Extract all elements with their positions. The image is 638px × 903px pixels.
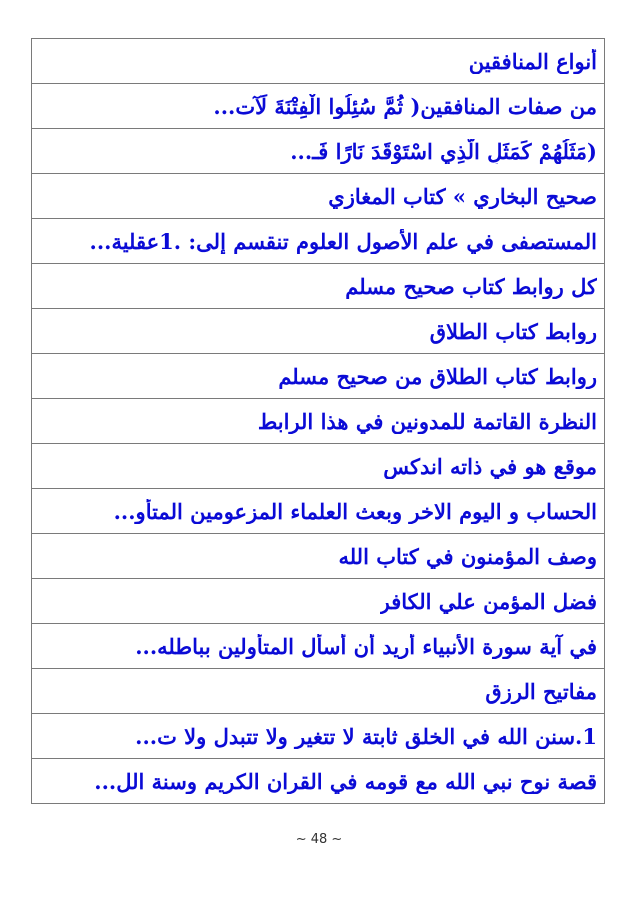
link-item[interactable]: موقع هو في ذاته اندكس [383, 453, 597, 479]
table-row [32, 399, 604, 444]
table-row [32, 264, 604, 309]
table-row [32, 309, 604, 354]
link-item[interactable]: المستصفى في علم الأصول العلوم تنقسم إلى: .1عقلية... [89, 228, 597, 254]
table-row [32, 219, 604, 264]
table-row [32, 84, 604, 129]
link-item[interactable]: النظرة القاتمة للمدونين في هذا الرابط [257, 408, 597, 434]
link-item[interactable]: روابط كتاب الطلاق [429, 318, 597, 344]
link-item[interactable]: (مَثَلُهُمْ كَمَثَلِ الَّذِي اسْتَوْقَدَ نَارًا فَـ... [290, 138, 597, 164]
table-row [32, 669, 604, 714]
table-row [32, 489, 604, 534]
link-item[interactable]: فضل المؤمن علي الكافر [379, 588, 597, 614]
table-row [32, 354, 604, 399]
table-row [32, 714, 604, 759]
link-item[interactable]: الحساب و اليوم الاخر وبعث العلماء المزعومين المتأو... [113, 498, 597, 524]
link-item[interactable]: صحيح البخاري » كتاب المغازي [328, 183, 597, 209]
table-row [32, 579, 604, 624]
table-row [32, 624, 604, 669]
link-item[interactable]: من صفات المنافقين( ثُمَّ سُئِلُوا الْفِتْنَةَ لَآت... [213, 93, 597, 119]
link-item[interactable]: مفاتيح الرزق [485, 678, 597, 704]
link-item[interactable]: 1.سنن الله في الخلق ثابتة لا تتغير ولا تتبدل ولا ت... [135, 723, 597, 749]
table-row [32, 39, 604, 84]
link-item[interactable]: قصة نوح نبي الله مع قومه في القران الكريم وسنة الل... [94, 768, 597, 794]
link-item[interactable]: كل روابط كتاب صحيح مسلم [345, 273, 597, 299]
links-table [31, 38, 605, 804]
link-item[interactable]: روابط كتاب الطلاق من صحيح مسلم [278, 363, 597, 389]
link-item[interactable]: في آية سورة الأنبياء أريد أن أسأل المتأولين بباطله... [135, 633, 597, 659]
link-item[interactable]: أنواع المنافقين [468, 48, 597, 74]
table-row [32, 174, 604, 219]
table-row [32, 129, 604, 174]
table-row [32, 534, 604, 579]
table-row [32, 444, 604, 489]
link-item[interactable]: وصف المؤمنون في كتاب الله [338, 543, 597, 569]
table-row [32, 759, 604, 804]
page-number: ~ 48 ~ [295, 832, 343, 847]
